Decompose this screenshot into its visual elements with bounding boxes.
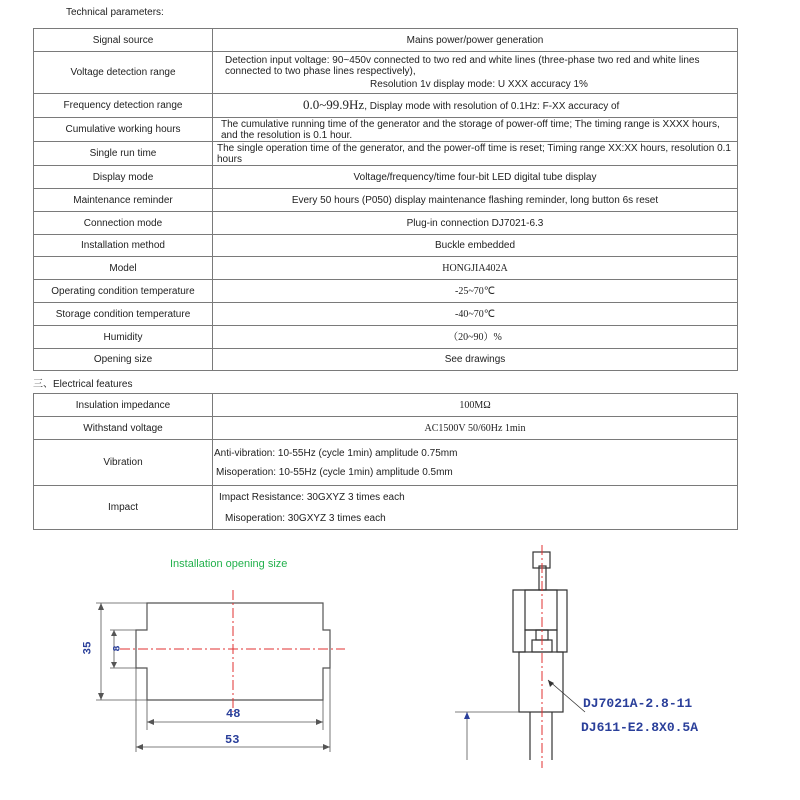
single-run-value: The single operation time of the generator, and the power-off time is reset; Timing range XX:XX hours, resolution 0.1 hours [213, 142, 738, 166]
connector-label-2: DJ611-E2.8X0.5A [581, 720, 699, 735]
installation-value: Buckle embedded [213, 235, 738, 257]
operating-temp-value: -25~70℃ [213, 280, 738, 303]
impact-line2: Misoperation: 30GXYZ 3 times each [225, 512, 386, 524]
voltage-detection-line2: Resolution 1v display mode: U XXX accuracy 1% [370, 79, 588, 90]
withstand-value: AC1500V 50/60Hz 1min [213, 417, 738, 440]
display-mode-value: Voltage/frequency/time four-bit LED digital tube display [213, 166, 738, 189]
connector-side-dimension [455, 712, 519, 760]
model-key: Model [34, 257, 213, 280]
insulation-value: 100MΩ [213, 394, 738, 417]
connector-leader-line [548, 680, 585, 712]
storage-temp-value: -40~70℃ [213, 303, 738, 326]
vibration-key: Vibration [34, 440, 213, 486]
cumulative-hours-key: Cumulative working hours [34, 118, 213, 142]
vibration-line1: Anti-vibration: 10-55Hz (cycle 1min) amplitude 0.75mm [214, 447, 458, 459]
signal-source-key: Signal source [34, 29, 213, 52]
voltage-detection-line1: Detection input voltage: 90~450v connected to two red and white lines (three-phase two red and white lines connected to two phase lines respectively), [225, 55, 700, 77]
installation-key: Installation method [34, 235, 213, 257]
model-value: HONGJIA402A [213, 257, 738, 280]
single-run-key: Single run time [34, 142, 213, 166]
opening-size-value: See drawings [213, 349, 738, 371]
cumulative-hours-value: The cumulative running time of the generator and the storage of power-off time; The timing range is XXXX hours, and the resolution is 0.1 hour. [213, 118, 738, 142]
opening-size-key: Opening size [34, 349, 213, 371]
electrical-prefix: 三、 [33, 379, 53, 390]
frequency-detection-key: Frequency detection range [34, 94, 213, 118]
connection-mode-value: Plug-in connection DJ7021-6.3 [213, 212, 738, 235]
frequency-range-text: 0.0~99.9Hz [303, 97, 365, 112]
impact-key: Impact [34, 486, 213, 530]
width-53-label: 53 [225, 733, 240, 747]
connection-mode-key: Connection mode [34, 212, 213, 235]
height-35-label: 35 [82, 641, 95, 655]
maintenance-value: Every 50 hours (P050) display maintenance flashing reminder, long button 6s reset [213, 189, 738, 212]
vibration-line2: Misoperation: 10-55Hz (cycle 1min) amplitude 0.5mm [216, 466, 453, 478]
installation-opening-title: Installation opening size [170, 558, 288, 570]
height-8-label: 8 [112, 645, 124, 652]
storage-temp-key: Storage condition temperature [34, 303, 213, 326]
maintenance-key: Maintenance reminder [34, 189, 213, 212]
frequency-mode-text: , Display mode with resolution of 0.1Hz: F-XX accuracy of [364, 101, 620, 112]
connector-drawing [513, 552, 567, 760]
insulation-key: Insulation impedance [34, 394, 213, 417]
operating-temp-key: Operating condition temperature [34, 280, 213, 303]
signal-source-value: Mains power/power generation [213, 29, 738, 52]
humidity-value: （20~90）% [213, 326, 738, 349]
humidity-key: Humidity [34, 326, 213, 349]
impact-line1: Impact Resistance: 30GXYZ 3 times each [219, 491, 405, 503]
display-mode-key: Display mode [34, 166, 213, 189]
electrical-title: Electrical features [53, 379, 133, 390]
voltage-detection-key: Voltage detection range [34, 52, 213, 94]
withstand-key: Withstand voltage [34, 417, 213, 440]
technical-parameters-heading: Technical parameters: [66, 7, 164, 18]
width-48-label: 48 [226, 707, 241, 721]
connector-label-1: DJ7021A-2.8-11 [583, 696, 693, 711]
